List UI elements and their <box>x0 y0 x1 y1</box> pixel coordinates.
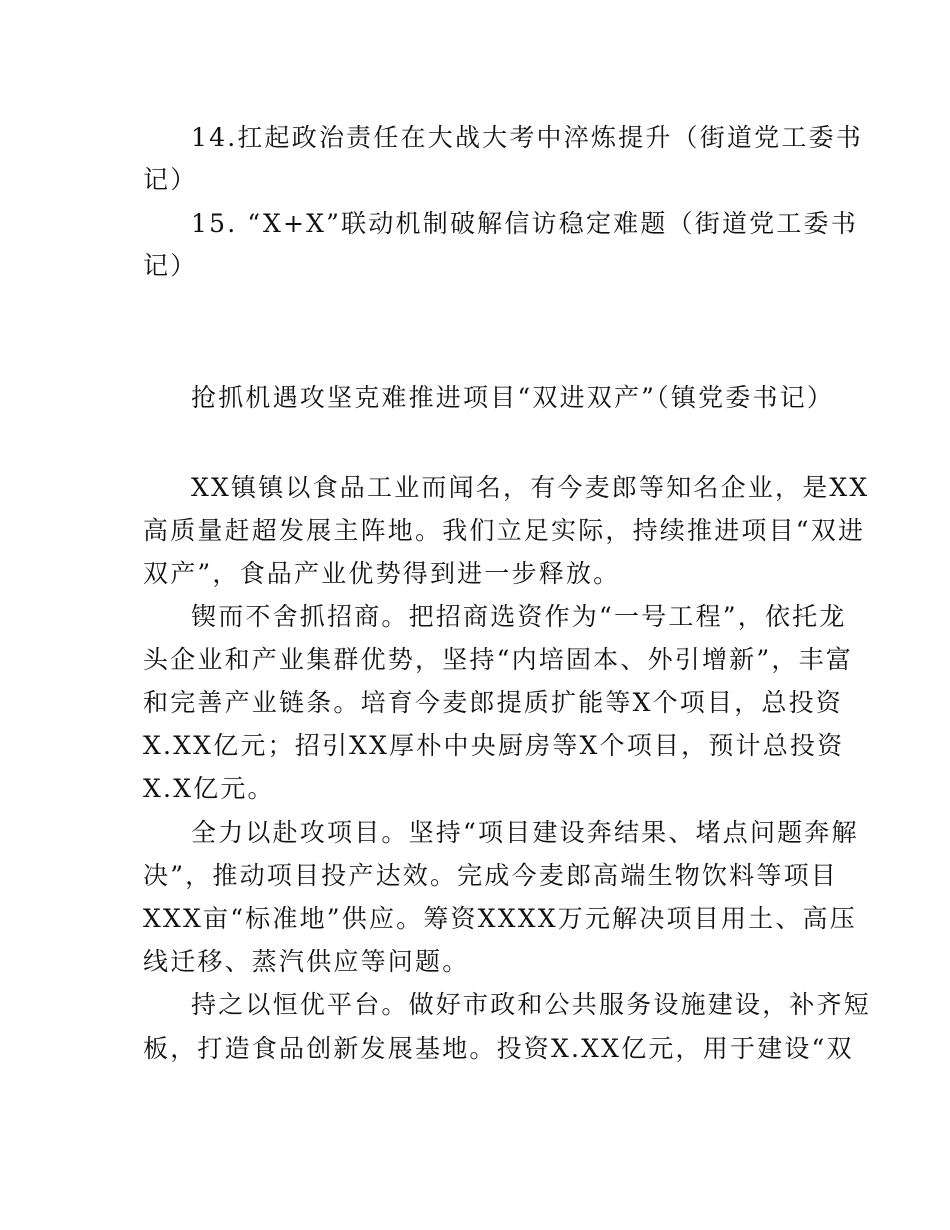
paragraph-1-line-1: XX镇镇以食品工业而闻名，有今麦郎等知名企业，是XX <box>191 473 870 502</box>
paragraph-4-line-1: 持之以恒优平台。做好市政和公共服务设施建设，补齐短 <box>191 990 872 1019</box>
paragraph-3-line-1: 全力以赴攻项目。坚持“项目建设奔结果、堵点问题奔解 <box>191 818 859 847</box>
list-item-14-line-2: 记） <box>143 165 198 194</box>
paragraph-1-line-3: 双产”，食品产业优势得到进一步释放。 <box>143 559 621 588</box>
paragraph-2-line-2: 头企业和产业集群优势，坚持“内培固本、外引增新”，丰富 <box>143 645 853 674</box>
list-item-15-line-1 <box>191 206 858 242</box>
paragraph-2-line-5: X.X亿元。 <box>143 774 275 803</box>
list-item-14-line-1 <box>191 120 863 156</box>
list-item-14-text: 扛起政治责任在大战大考中淬炼提升（街道党工委书 <box>237 123 863 152</box>
paragraph-3-line-4: 线迁移、蒸汽供应等问题。 <box>143 947 470 976</box>
paragraph-3-line-3: XXX亩“标准地”供应。筹资XXXX万元解决项目用土、高压 <box>143 904 857 933</box>
list-item-15-line-2: 记） <box>143 251 198 280</box>
article-title: 抢抓机遇攻坚克难推进项目“双进双产”（镇党委书记） <box>191 383 835 412</box>
paragraph-2-line-4: X.XX亿元；招引XX厚朴中央厨房等X个项目，预计总投资 <box>143 731 845 760</box>
paragraph-3-line-2: 决”，推动项目投产达效。完成今麦郎高端生物饮料等项目 <box>143 861 838 890</box>
list-item-15-number: 15. <box>191 209 238 238</box>
paragraph-2-line-3: 和完善产业链条。培育今麦郎提质扩能等X个项目，总投资 <box>143 688 844 717</box>
list-item-14-number: 14. <box>191 123 238 152</box>
paragraph-4-line-2: 板，打造食品创新发展基地。投资X.XX亿元，用于建设“双 <box>143 1034 854 1063</box>
list-item-15-text: “X+X”联动机制破解信访稳定难题（街道党工委书 <box>247 209 858 238</box>
paragraph-2-line-1: 锲而不舍抓招商。把招商选资作为“一号工程”，依托龙 <box>191 602 847 631</box>
paragraph-1-line-2: 高质量赶超发展主阵地。我们立足实际，持续推进项目“双进 <box>143 516 866 545</box>
